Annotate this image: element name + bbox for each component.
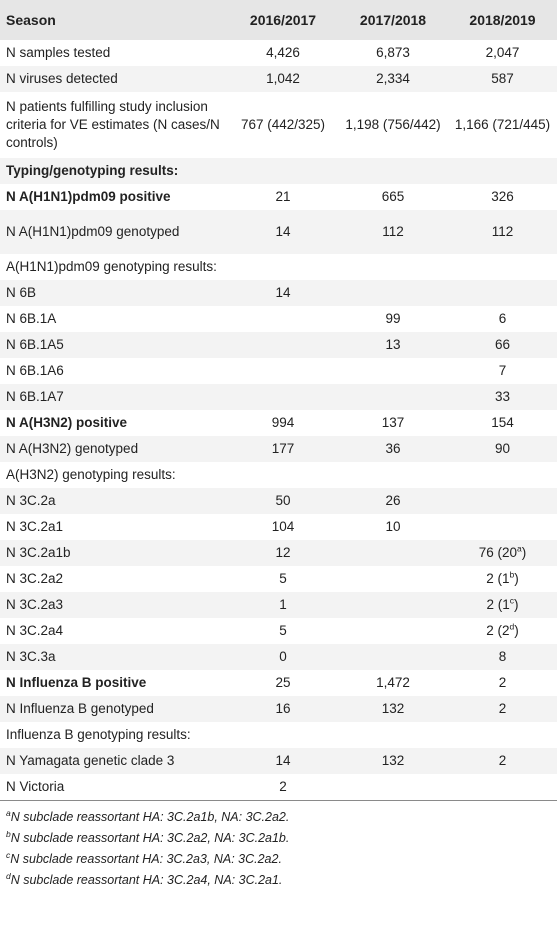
cell-season-3: 1,166 (721/445): [454, 117, 551, 132]
footnote-text: N subclade reassortant HA: 3C.2a2, NA: 3C.2a1b.: [10, 831, 290, 845]
row-label: Typing/genotyping results:: [0, 158, 228, 184]
cell-season-1: [228, 306, 338, 332]
row-label: N A(H3N2) positive: [6, 415, 128, 430]
header-2017-2018: 2017/2018: [359, 12, 427, 28]
cell-season-3: 2: [448, 696, 557, 722]
cell-season-1: 2: [279, 779, 287, 794]
cell-season-2: [338, 774, 448, 800]
table-row: [0, 514, 557, 540]
footnote-mark: b: [6, 828, 11, 839]
cell-season-3: [448, 488, 557, 514]
cell-season-2: [338, 280, 448, 306]
cell-season-2: [338, 540, 448, 566]
table-row: [0, 462, 557, 488]
cell-season-3: [448, 254, 557, 280]
cell-season-3: 2: [448, 748, 557, 774]
footnote: [6, 807, 551, 828]
table-row: [0, 748, 557, 774]
table-row: [0, 774, 557, 800]
header-2018-2019: 2018/2019: [469, 12, 536, 28]
footnotes: [0, 801, 557, 891]
table-row: [0, 644, 557, 670]
footnote: [6, 828, 551, 849]
cell-season-3: 7: [498, 363, 507, 378]
table-row: [0, 618, 557, 644]
row-label: A(H3N2) genotyping results:: [6, 467, 176, 482]
table-row: [0, 40, 557, 66]
table-row: [0, 384, 557, 410]
table-row: [0, 358, 557, 384]
cell-season-2: [338, 158, 448, 184]
table-row: [0, 210, 557, 254]
cell-season-1: 767 (442/325): [240, 117, 326, 132]
table-row: [0, 66, 557, 92]
cell-season-1: 994: [271, 415, 295, 430]
footnote-text: N subclade reassortant HA: 3C.2a3, NA: 3C.2a2.: [10, 852, 282, 866]
cell-season-1: 1: [228, 592, 338, 618]
row-label: N 6B.1A5: [0, 332, 228, 358]
footnote-mark: c: [6, 849, 11, 860]
cell-value: 2 (2: [486, 623, 510, 638]
footnote-mark: d: [6, 870, 11, 881]
table-row: [0, 436, 557, 462]
table-row: [0, 488, 557, 514]
footnote-mark: a: [6, 807, 11, 818]
cell-season-2: [338, 592, 448, 618]
row-label: N 6B.1A: [6, 311, 57, 326]
table-row: [0, 410, 557, 436]
footnote-marker: a: [517, 543, 522, 554]
cell-season-3: 66: [448, 332, 557, 358]
cell-season-2: 6,873: [376, 45, 410, 60]
cell-season-1: 25: [275, 675, 291, 690]
table-row: [0, 254, 557, 280]
row-label: N viruses detected: [0, 66, 228, 92]
cell-season-3: [448, 462, 557, 488]
cell-season-2: [338, 384, 448, 410]
cell-season-3: 90: [448, 436, 557, 462]
row-label: N 3C.2a2: [6, 571, 64, 586]
header-season: Season: [6, 12, 56, 28]
cell-season-1: [228, 332, 338, 358]
cell-season-2: 1,472: [376, 675, 410, 690]
table-row: [0, 722, 557, 748]
row-label: N A(H1N1)pdm09 positive: [6, 189, 171, 204]
cell-season-1: 16: [228, 696, 338, 722]
table-row: [0, 540, 557, 566]
row-label: N patients fulfilling study inclusion criteria for VE estimates (N cases/N controls): [6, 99, 220, 150]
row-label: N 3C.3a: [0, 644, 228, 670]
cell-season-1: 14: [228, 210, 338, 254]
cell-season-2: 112: [338, 210, 448, 254]
cell-season-1: [228, 358, 338, 384]
cell-season-2: [338, 644, 448, 670]
header-row: [0, 0, 557, 40]
row-label: N A(H1N1)pdm09 genotyped: [0, 210, 228, 254]
cell-season-3: [448, 158, 557, 184]
table-row: [0, 306, 557, 332]
row-label: N 3C.2a3: [0, 592, 228, 618]
row-label: N 6B.1A7: [0, 384, 228, 410]
cell-season-2: 26: [338, 488, 448, 514]
table-row: [0, 696, 557, 722]
table-row: [0, 332, 557, 358]
row-label: N 3C.2a4: [6, 623, 64, 638]
footnote-text: N subclade reassortant HA: 3C.2a1b, NA: 3C.2a2.: [10, 810, 290, 824]
row-label: N Influenza B positive: [6, 675, 147, 690]
cell-season-1: 5: [279, 571, 287, 586]
cell-season-3: 8: [448, 644, 557, 670]
cell-value-end: ): [514, 571, 519, 586]
cell-season-3: 2,047: [485, 45, 520, 60]
cell-season-1: 21: [275, 189, 291, 204]
cell-season-3: 154: [491, 415, 514, 430]
table-row: [0, 566, 557, 592]
table-header: [0, 0, 557, 40]
cell-season-2: [338, 618, 448, 644]
cell-season-1: 1,042: [228, 66, 338, 92]
table-row: [0, 280, 557, 306]
row-label: N samples tested: [6, 45, 111, 60]
cell-value-end: ): [514, 623, 519, 638]
cell-season-1: 0: [228, 644, 338, 670]
cell-value-end: ): [521, 545, 527, 560]
cell-season-3: [448, 774, 557, 800]
cell-season-3: 112: [448, 210, 557, 254]
cell-season-3: 326: [491, 189, 514, 204]
cell-season-2: 2,334: [338, 66, 448, 92]
table-row: [0, 92, 557, 158]
cell-season-2: 665: [381, 189, 405, 204]
cell-season-2: 137: [381, 415, 405, 430]
cell-season-3: [448, 280, 557, 306]
cell-season-1: 12: [228, 540, 338, 566]
row-label: N Influenza B genotyped: [0, 696, 228, 722]
row-label: N 3C.2a: [0, 488, 228, 514]
cell-season-2: 13: [338, 332, 448, 358]
row-label: N 3C.2a1: [6, 519, 64, 534]
row-label: N 6B: [0, 280, 228, 306]
footnote-marker: b: [509, 569, 515, 580]
table-row: [0, 670, 557, 696]
cell-season-2: 1,198 (756/442): [345, 117, 441, 132]
row-label: N Victoria: [6, 779, 65, 794]
cell-season-2: [338, 254, 448, 280]
footnote-marker: d: [509, 621, 515, 632]
row-label: N 6B.1A6: [6, 363, 64, 378]
cell-season-2: 36: [338, 436, 448, 462]
cell-season-2: 132: [338, 696, 448, 722]
table-body: [0, 40, 557, 800]
cell-season-3: [448, 592, 557, 618]
cell-value-end: ): [514, 597, 519, 612]
cell-season-1: [228, 384, 338, 410]
cell-season-1: 50: [228, 488, 338, 514]
row-label: A(H1N1)pdm09 genotyping results:: [6, 259, 217, 274]
cell-season-2: [338, 566, 448, 592]
cell-season-2: [338, 722, 448, 748]
cell-season-1: 14: [228, 280, 338, 306]
cell-season-1: 14: [228, 748, 338, 774]
cell-season-1: 104: [271, 519, 295, 534]
row-label: Influenza B genotyping results:: [6, 727, 191, 742]
cell-season-2: 99: [385, 311, 401, 326]
cell-season-1: [228, 722, 338, 748]
cell-season-1: 4,426: [266, 45, 300, 60]
footnote: [6, 870, 551, 891]
cell-season-3: 2: [498, 675, 507, 690]
cell-season-3: [448, 722, 557, 748]
cell-season-2: [338, 462, 448, 488]
cell-season-3: 6: [498, 311, 507, 326]
cell-season-3: [448, 566, 557, 592]
cell-value: 76 (20: [478, 545, 518, 560]
footnote-text: N subclade reassortant HA: 3C.2a4, NA: 3C.2a1.: [10, 873, 283, 887]
table-row: [0, 158, 557, 184]
table-row: [0, 592, 557, 618]
table-row: [0, 184, 557, 210]
row-label: N A(H3N2) genotyped: [0, 436, 228, 462]
footnote-marker: c: [509, 595, 514, 606]
cell-season-3: [448, 540, 557, 566]
cell-season-1: [228, 254, 338, 280]
cell-season-3: 587: [448, 66, 557, 92]
cell-season-2: 132: [338, 748, 448, 774]
footnote: [6, 849, 551, 870]
cell-season-3: [448, 514, 557, 540]
cell-value: 2 (1: [486, 597, 510, 612]
cell-season-2: [338, 358, 448, 384]
row-label: N 3C.2a1b: [0, 540, 228, 566]
cell-value: 2 (1: [486, 571, 510, 586]
row-label: N Yamagata genetic clade 3: [0, 748, 228, 774]
header-2016-2017: 2016/2017: [249, 12, 317, 28]
cell-season-3: 33: [448, 384, 557, 410]
cell-season-3: [448, 618, 557, 644]
cell-season-1: 5: [279, 623, 287, 638]
cell-season-1: [228, 158, 338, 184]
cell-season-1: 177: [228, 436, 338, 462]
cell-season-1: [228, 462, 338, 488]
cell-season-2: 10: [385, 519, 401, 534]
